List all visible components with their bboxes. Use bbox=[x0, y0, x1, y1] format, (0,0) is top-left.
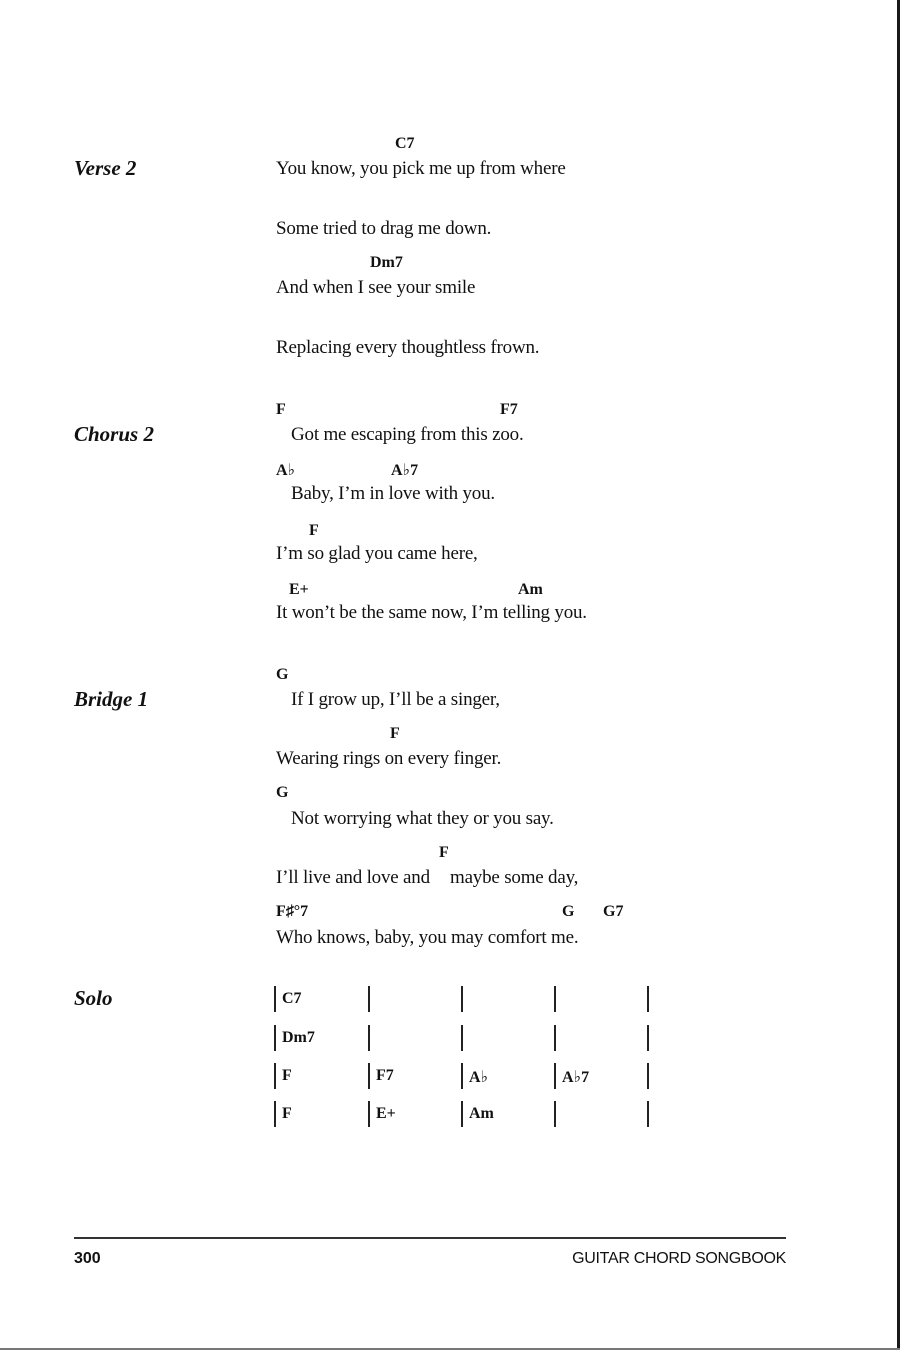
solo-chord: E+ bbox=[376, 1105, 396, 1122]
chord: F bbox=[439, 844, 449, 861]
chord: G bbox=[562, 903, 575, 920]
bar-line bbox=[647, 1101, 649, 1127]
chord: F♯°7 bbox=[276, 903, 309, 920]
lyric-line: I’ll live and love and bbox=[276, 867, 430, 888]
bar-line bbox=[274, 1063, 276, 1089]
lyric-line: Baby, I’m in love with you. bbox=[291, 483, 495, 504]
footer-rule bbox=[74, 1237, 786, 1239]
chord: G bbox=[276, 784, 289, 801]
chord: F bbox=[276, 401, 286, 418]
chord: C7 bbox=[395, 135, 415, 152]
bar-line bbox=[647, 1025, 649, 1051]
lyric-line: It won’t be the same now, I’m telling you. bbox=[276, 602, 587, 623]
bar-line bbox=[554, 986, 556, 1012]
lyric-line: I’m so glad you came here, bbox=[276, 543, 478, 564]
solo-chord: Am bbox=[469, 1105, 494, 1122]
solo-chord: C7 bbox=[282, 990, 302, 1007]
lyric-line: Got me escaping from this zoo. bbox=[291, 424, 524, 445]
bar-line bbox=[274, 1025, 276, 1051]
lyric-line: You know, you pick me up from where bbox=[276, 158, 566, 179]
section-label-solo: Solo bbox=[74, 986, 113, 1010]
section-label-bridge-1: Bridge 1 bbox=[74, 687, 149, 711]
chord: G7 bbox=[603, 903, 624, 920]
bar-line bbox=[554, 1063, 556, 1089]
bar-line bbox=[461, 1063, 463, 1089]
chord: Am bbox=[518, 581, 543, 598]
solo-chord: F7 bbox=[376, 1067, 394, 1084]
page-number: 300 bbox=[74, 1250, 101, 1267]
bar-line bbox=[461, 1101, 463, 1127]
bar-line bbox=[368, 986, 370, 1012]
bar-line bbox=[647, 1063, 649, 1089]
section-label-verse-2: Verse 2 bbox=[74, 156, 137, 180]
solo-chord: F bbox=[282, 1105, 292, 1122]
chord: F bbox=[390, 725, 400, 742]
lyric-line: Not worrying what they or you say. bbox=[291, 808, 554, 829]
chord: F7 bbox=[500, 401, 518, 418]
lyric-line: maybe some day, bbox=[450, 867, 579, 888]
chord: G bbox=[276, 666, 289, 683]
lyric-line: Who knows, baby, you may comfort me. bbox=[276, 927, 579, 948]
book-title: GUITAR CHORD SONGBOOK bbox=[572, 1250, 786, 1267]
bar-line bbox=[554, 1101, 556, 1127]
lyric-line: Wearing rings on every finger. bbox=[276, 748, 502, 769]
solo-chord: Dm7 bbox=[282, 1029, 315, 1046]
bar-line bbox=[461, 1025, 463, 1051]
section-label-chorus-2: Chorus 2 bbox=[74, 422, 154, 446]
bar-line bbox=[461, 986, 463, 1012]
lyric-line: Some tried to drag me down. bbox=[276, 218, 492, 239]
chord: F bbox=[309, 522, 319, 539]
bar-line bbox=[368, 1063, 370, 1089]
chord: A♭ bbox=[276, 462, 296, 479]
chord: A♭7 bbox=[391, 462, 419, 479]
solo-chord: A♭7 bbox=[562, 1069, 590, 1086]
lyric-line: And when I see your smile bbox=[276, 277, 476, 298]
bar-line bbox=[647, 986, 649, 1012]
chord: E+ bbox=[289, 581, 309, 598]
solo-chord: A♭ bbox=[469, 1069, 489, 1086]
bar-line bbox=[368, 1101, 370, 1127]
solo-chord: F bbox=[282, 1067, 292, 1084]
lyric-line: Replacing every thoughtless frown. bbox=[276, 337, 540, 358]
bar-line bbox=[274, 1101, 276, 1127]
lyric-line: If I grow up, I’ll be a singer, bbox=[291, 689, 500, 710]
bar-line bbox=[368, 1025, 370, 1051]
bar-line bbox=[554, 1025, 556, 1051]
bar-line bbox=[274, 986, 276, 1012]
chord: Dm7 bbox=[370, 254, 403, 271]
